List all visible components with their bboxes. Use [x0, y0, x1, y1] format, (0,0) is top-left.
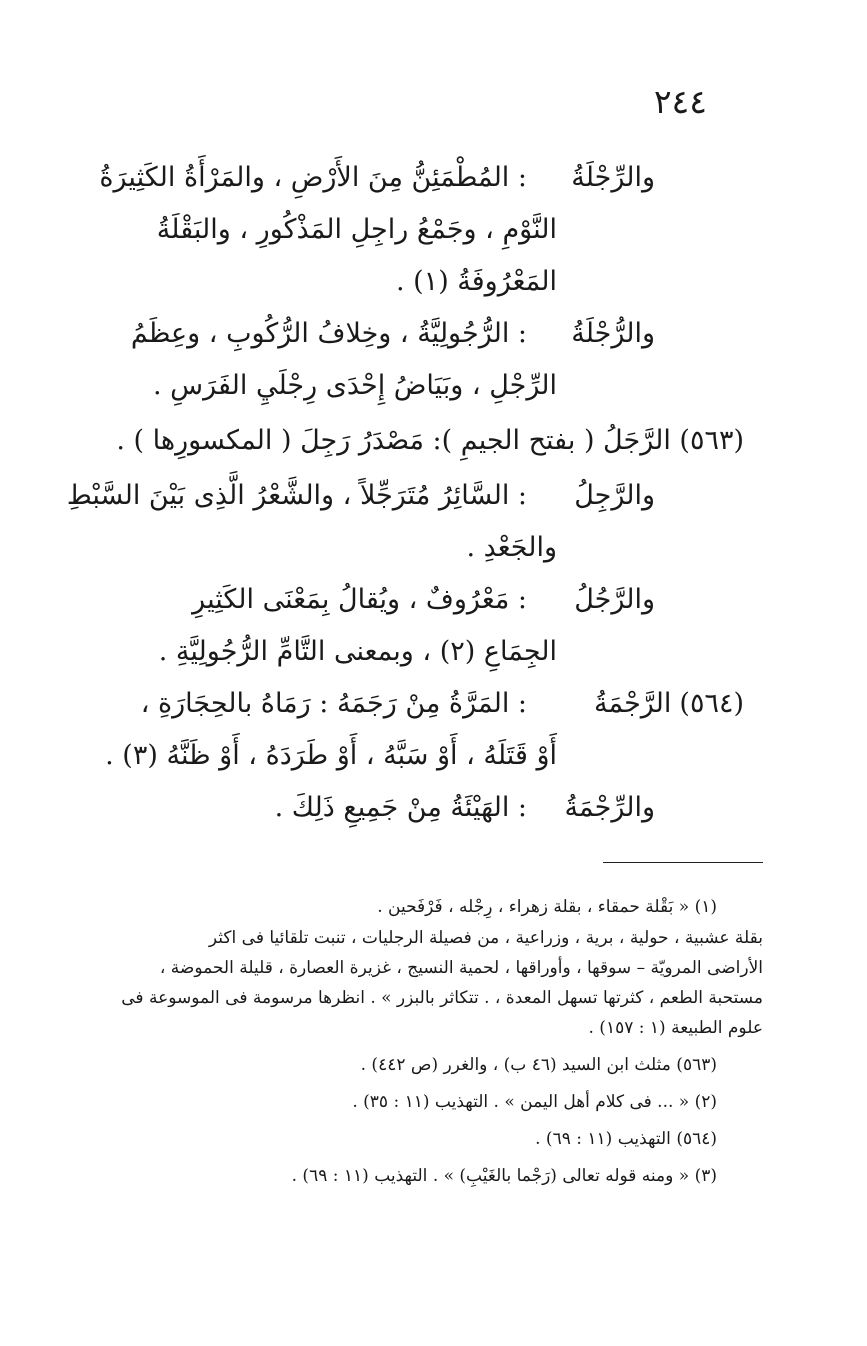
definition-line: المَعْرُوفَةُ (١) . [395, 266, 557, 297]
entry-rujlah [0, 308, 867, 412]
footnote-1-body-line: بقلة عشبية ، حولية ، برية ، وزراعية ، من فصيلة الرجليات ، تنبت تلقائيا فى اكثر [208, 928, 763, 948]
entry-headword: والرِّجْمَةُ [564, 792, 655, 823]
entry-rajil [0, 470, 867, 574]
entry-headword: والرِّجْلَةُ [571, 162, 655, 193]
footnote-1-body-line: مستحبة الطعم ، كثرتها تسهل المعدة ، . تتكاثر بالبزر » . انظرها مرسومة فى الموسوعة فى [121, 988, 763, 1008]
definition-line: الجِمَاعِ (٢) ، وبمعنى التَّامِّ الرُّجُولِيَّةِ . [158, 636, 557, 667]
entries-list [0, 152, 867, 834]
definition-line: : المُطْمَئِنُّ مِنَ الأَرْضِ ، والمَرْأَةُ الكَثِيرَةُ [99, 162, 527, 193]
entry-headword-text: الرَّجْمَةُ [593, 688, 672, 719]
entry-headword [594, 678, 744, 730]
footnote-3: (٣) « ومنه قوله تعالى (رَجْما بالغَيْبِ) » . التهذيب (١١ : ٦٩) . [291, 1166, 717, 1186]
entry-headword: والرَّجُلُ [574, 584, 655, 615]
entry-definition [97, 678, 557, 782]
definition-line: النَّوْمِ ، وجَمْعُ راجِلِ المَذْكُورِ ، والبَقْلَةُ [156, 214, 557, 245]
footnote-2: (٢) « ... فى كلام أهل اليمن » . التهذيب (١١ : ٣٥) . [352, 1092, 717, 1112]
entry-headword: والرَّجِلُ [574, 480, 655, 511]
page-number: ٢٤٤ [653, 82, 707, 121]
entry-definition [97, 308, 557, 412]
footnote-1-body-line: علوم الطبيعة (١ : ١٥٧) . [588, 1018, 763, 1038]
entry-rajul [0, 574, 867, 678]
entry-rijmah [0, 782, 867, 834]
entry-definition [97, 782, 527, 834]
definition-line: الرِّجْلِ ، وبَيَاضُ إِحْدَى رِجْلَيِ الفَرَسِ . [152, 370, 557, 401]
footnote-1-head: (١) « بَقْلة حمقاء ، بقلة زهراء ، رِجْله ، فَرْفَحين . [377, 897, 717, 917]
definition-line: أَوْ قَتَلَهُ ، أَوْ سَبَّهُ ، أَوْ طَرَدَهُ ، أَوْ ظَنَّهُ (٣) . [105, 740, 557, 771]
footnotes [103, 892, 763, 1192]
entry-definition [97, 152, 557, 308]
definition-line: : السَّائِرُ مُتَرَجِّلاً ، والشَّعْرُ الَّذِى بَيْنَ السَّبْطِ [66, 480, 527, 511]
entry-563-rajal: (٥٦٣) الرَّجَلُ ( بفتح الجيمِ ): مَصْدَرُ رَجِلَ ( المكسورِها ) . [116, 425, 744, 456]
definition-line: : مَعْرُوفٌ ، ويُقالُ بِمَعْنَى الكَثِيرِ [192, 584, 527, 615]
entry-564-rajmah [0, 678, 867, 782]
footnote-1-body-line: الأراضى المرويّة – سوقها ، وأوراقها ، لحمية النسيج ، غزيرة العصارة ، قليلة الحموضة ، [159, 958, 763, 978]
footnote-separator [603, 862, 763, 863]
definition-line: : المَرَّةُ مِنْ رَجَمَهُ : رَمَاهُ بالحِجَارَةِ ، [140, 688, 527, 719]
entry-definition [66, 470, 557, 574]
definition-line: : الهَيْئَةُ مِنْ جَمِيعِ ذَلِكَ . [274, 792, 527, 823]
entry-number: (٥٦٤) [679, 688, 744, 719]
footnote-ref-564: (٥٦٤) التهذيب (١١ : ٦٩) . [535, 1129, 717, 1149]
entry-rijlah-1 [0, 152, 867, 308]
footnote-ref-563: (٥٦٣) مثلث ابن السيد (٤٦ ب) ، والغرر (ص ٤٤٢) . [360, 1055, 717, 1075]
definition-line: : الرُّجُولِيَّةُ ، وخِلافُ الرُّكُوبِ ، وعِظَمُ [130, 318, 527, 349]
definition-line: والجَعْدِ . [466, 532, 557, 563]
entry-headword: والرُّجْلَةُ [571, 318, 655, 349]
entry-definition [97, 574, 557, 678]
